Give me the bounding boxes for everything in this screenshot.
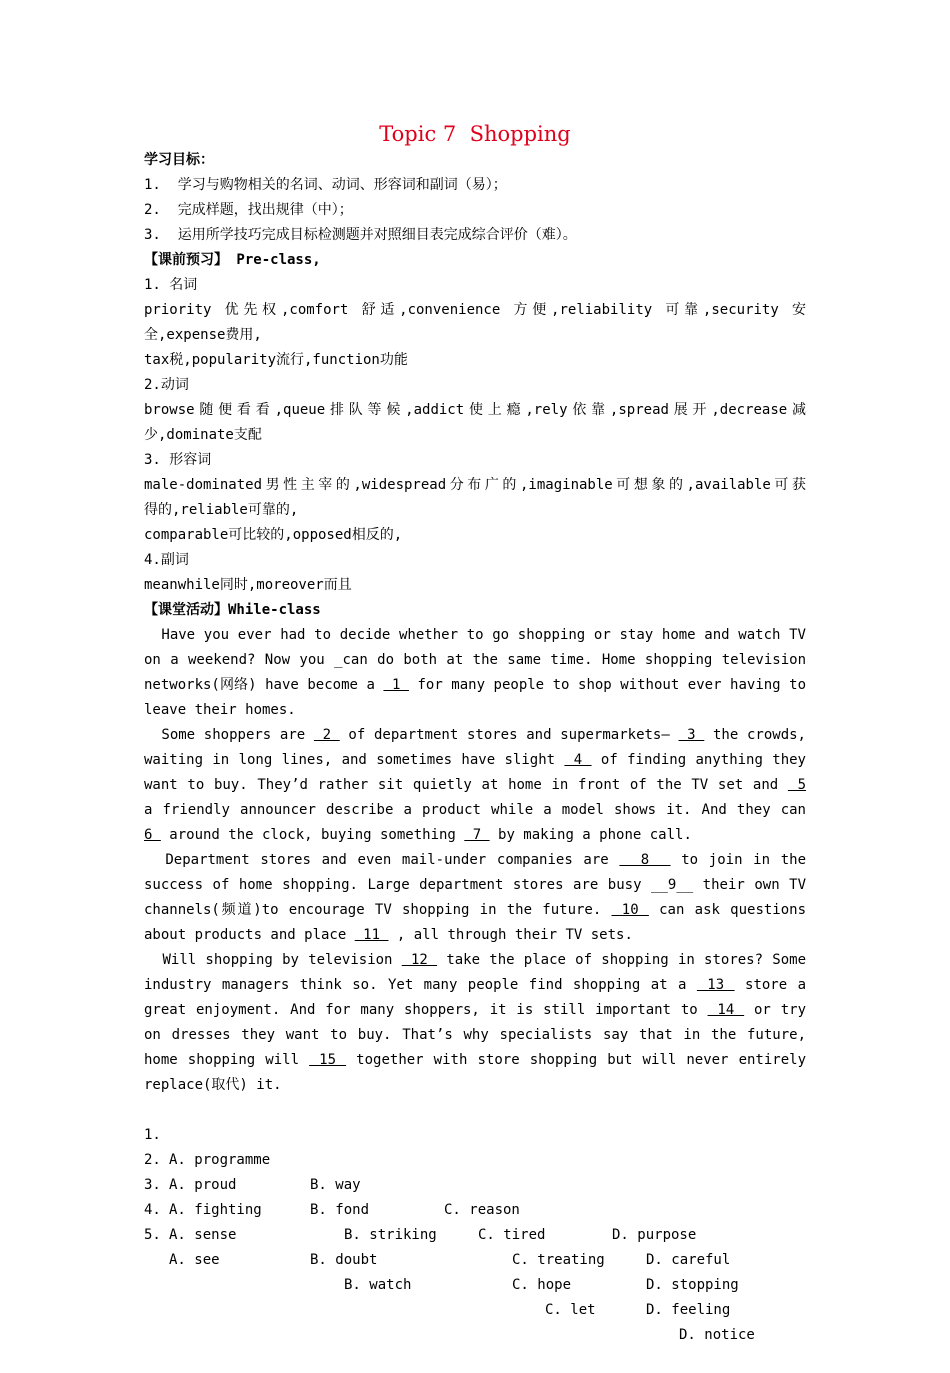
option-a: A. fighting [169,1202,262,1218]
blank-14: 14 [707,1002,745,1018]
passage-line: replace(取代) it. [144,1077,282,1093]
passage-text: of department stores and supermarkets— [339,727,679,743]
passage-text: networks(网络) have become a [144,677,384,693]
option-a: A. programme [169,1152,271,1168]
passage-text: Department stores and even mail-under companies are [144,852,620,868]
passage-line: on dresses they want to buy. That’s why specialists say that in the future, [144,1027,806,1043]
passage-text: around the clock, buying something [160,827,465,843]
blank-5: 5 [787,777,806,793]
passage-text: great enjoyment. And for many shoppers, it is still important to [144,1002,708,1018]
option-b: B. watch [344,1277,412,1293]
question-number: 5. [144,1227,161,1243]
passage-line: Have you ever had to decide whether to go shopping or stay home and watch TV [144,627,806,643]
passage-text: by making a phone call. [489,827,692,843]
blank-4: 4 [564,752,592,768]
option-c: C. treating [512,1252,605,1268]
objective-item: 1. 学习与购物相关的名词、动词、形容词和副词（易）； [144,177,507,193]
option-c: C. hope [512,1277,572,1293]
passage-line [144,723,806,748]
option-c: C. tired [478,1227,546,1243]
question-number: 2. [144,1152,161,1168]
option-a: A. sense [169,1227,237,1243]
page-title: Topic 7 Shopping [379,122,571,146]
passage-text: can ask questions [648,902,807,918]
passage-text: Some shoppers are [144,727,314,743]
adjectives-line: comparable可比较的,opposed相反的, [144,527,403,543]
option-d: D. careful [646,1252,731,1268]
blank-13: 13 [696,977,735,993]
nouns-line: priority 优先权,comfort 舒适,convenience 方便,reliability 可靠,security 安 [144,302,806,318]
passage-line [144,673,806,698]
option-c: C. reason [444,1202,520,1218]
passage-text: waiting in long lines, and sometimes have slight [144,752,565,768]
passage-text: together with store shopping but will never entirely [346,1052,806,1068]
option-a: A. see [169,1252,220,1268]
passage-line [144,898,806,923]
passage-line [144,973,806,998]
question-number: 1. [144,1127,161,1143]
blank-11: 11 [354,927,389,943]
option-d: D. purpose [612,1227,697,1243]
passage-line [144,773,806,798]
objective-item: 3. 运用所学技巧完成目标检测题并对照细目表完成综合评价（难）。 [144,227,577,243]
passage-text: industry managers think so. Yet many people find shopping at a [144,977,697,993]
passage-text: take the place of shopping in stores? Some [437,952,806,968]
preclass-heading: 【课前预习】 Pre-class, [144,252,321,268]
passage-text: to join in the [670,852,806,868]
nouns-line: tax税,popularity流行,function功能 [144,352,408,368]
passage-text: of finding anything they [591,752,806,768]
blank-15: 15 [309,1052,347,1068]
passage-text: for many people to shop without ever having to [408,677,807,693]
passage-line [144,748,806,773]
blank-6: 6 [144,827,161,843]
objectives-heading: 学习目标： [144,152,214,168]
blank-2: 2 [313,727,340,743]
passage-line [144,823,806,848]
blank-10: 10 [611,902,649,918]
passage-line [144,848,806,873]
blank-1: 1 [383,677,409,693]
passage-line: success of home shopping. Large department stores are busy __9__ their own TV [144,877,806,893]
question-number: 4. [144,1202,161,1218]
blank-3: 3 [678,727,705,743]
option-d: D. notice [679,1327,755,1343]
objective-item: 2. 完成样题，找出规律（中）； [144,202,353,218]
adjectives-line: male-dominated男性主宰的,widespread分布广的,imaginable可想象的,available可获 [144,477,806,493]
nouns-heading: 1. 名词 [144,277,198,293]
adverbs-line: meanwhile同时,moreover而且 [144,577,352,593]
passage-line [144,923,806,948]
option-b: B. doubt [310,1252,378,1268]
passage-line: leave their homes. [144,702,296,718]
passage-text: Will shopping by television [144,952,402,968]
passage-line [144,998,806,1023]
passage-line [144,948,806,973]
option-b: B. striking [344,1227,437,1243]
blank-12: 12 [401,952,438,968]
question-number: 3. [144,1177,161,1193]
adjectives-heading: 3. 形容词 [144,452,212,468]
passage-text: home shopping will [144,1052,310,1068]
option-a: A. proud [169,1177,237,1193]
option-b: B. fond [310,1202,370,1218]
verbs-line: browse随便看看,queue排队等候,addict使上瘾,rely依靠,spread展开,decrease减 [144,402,806,418]
verbs-line: 少,dominate支配 [144,427,262,443]
passage-line [144,1048,806,1073]
whileclass-heading: 【课堂活动】While-class [144,602,321,618]
option-d: D. feeling [646,1302,731,1318]
option-c: C. let [545,1302,596,1318]
passage-text: or try [744,1002,806,1018]
passage-text: the crowds, [704,727,806,743]
nouns-line: 全,expense费用, [144,327,262,343]
passage-text: want to buy. They’d rather sit quietly at home in front of the TV set and [144,777,788,793]
blank-8: 8 [619,852,671,868]
adverbs-heading: 4.副词 [144,552,189,568]
option-d: D. stopping [646,1277,739,1293]
passage-text: store a [734,977,807,993]
passage-text: about products and place [144,927,355,943]
option-b: B. way [310,1177,361,1193]
passage-text: channels(频道)to encourage TV shopping in the future. [144,902,612,918]
blank-7: 7 [464,827,490,843]
adjectives-line: 得的,reliable可靠的, [144,502,299,518]
passage-line: on a weekend? Now you _can do both at the same time. Home shopping television [144,652,806,668]
verbs-heading: 2.动词 [144,377,189,393]
passage-text: , all through their TV sets. [388,927,633,943]
passage-line: a friendly announcer describe a product while a model shows it. And they can [144,802,806,818]
